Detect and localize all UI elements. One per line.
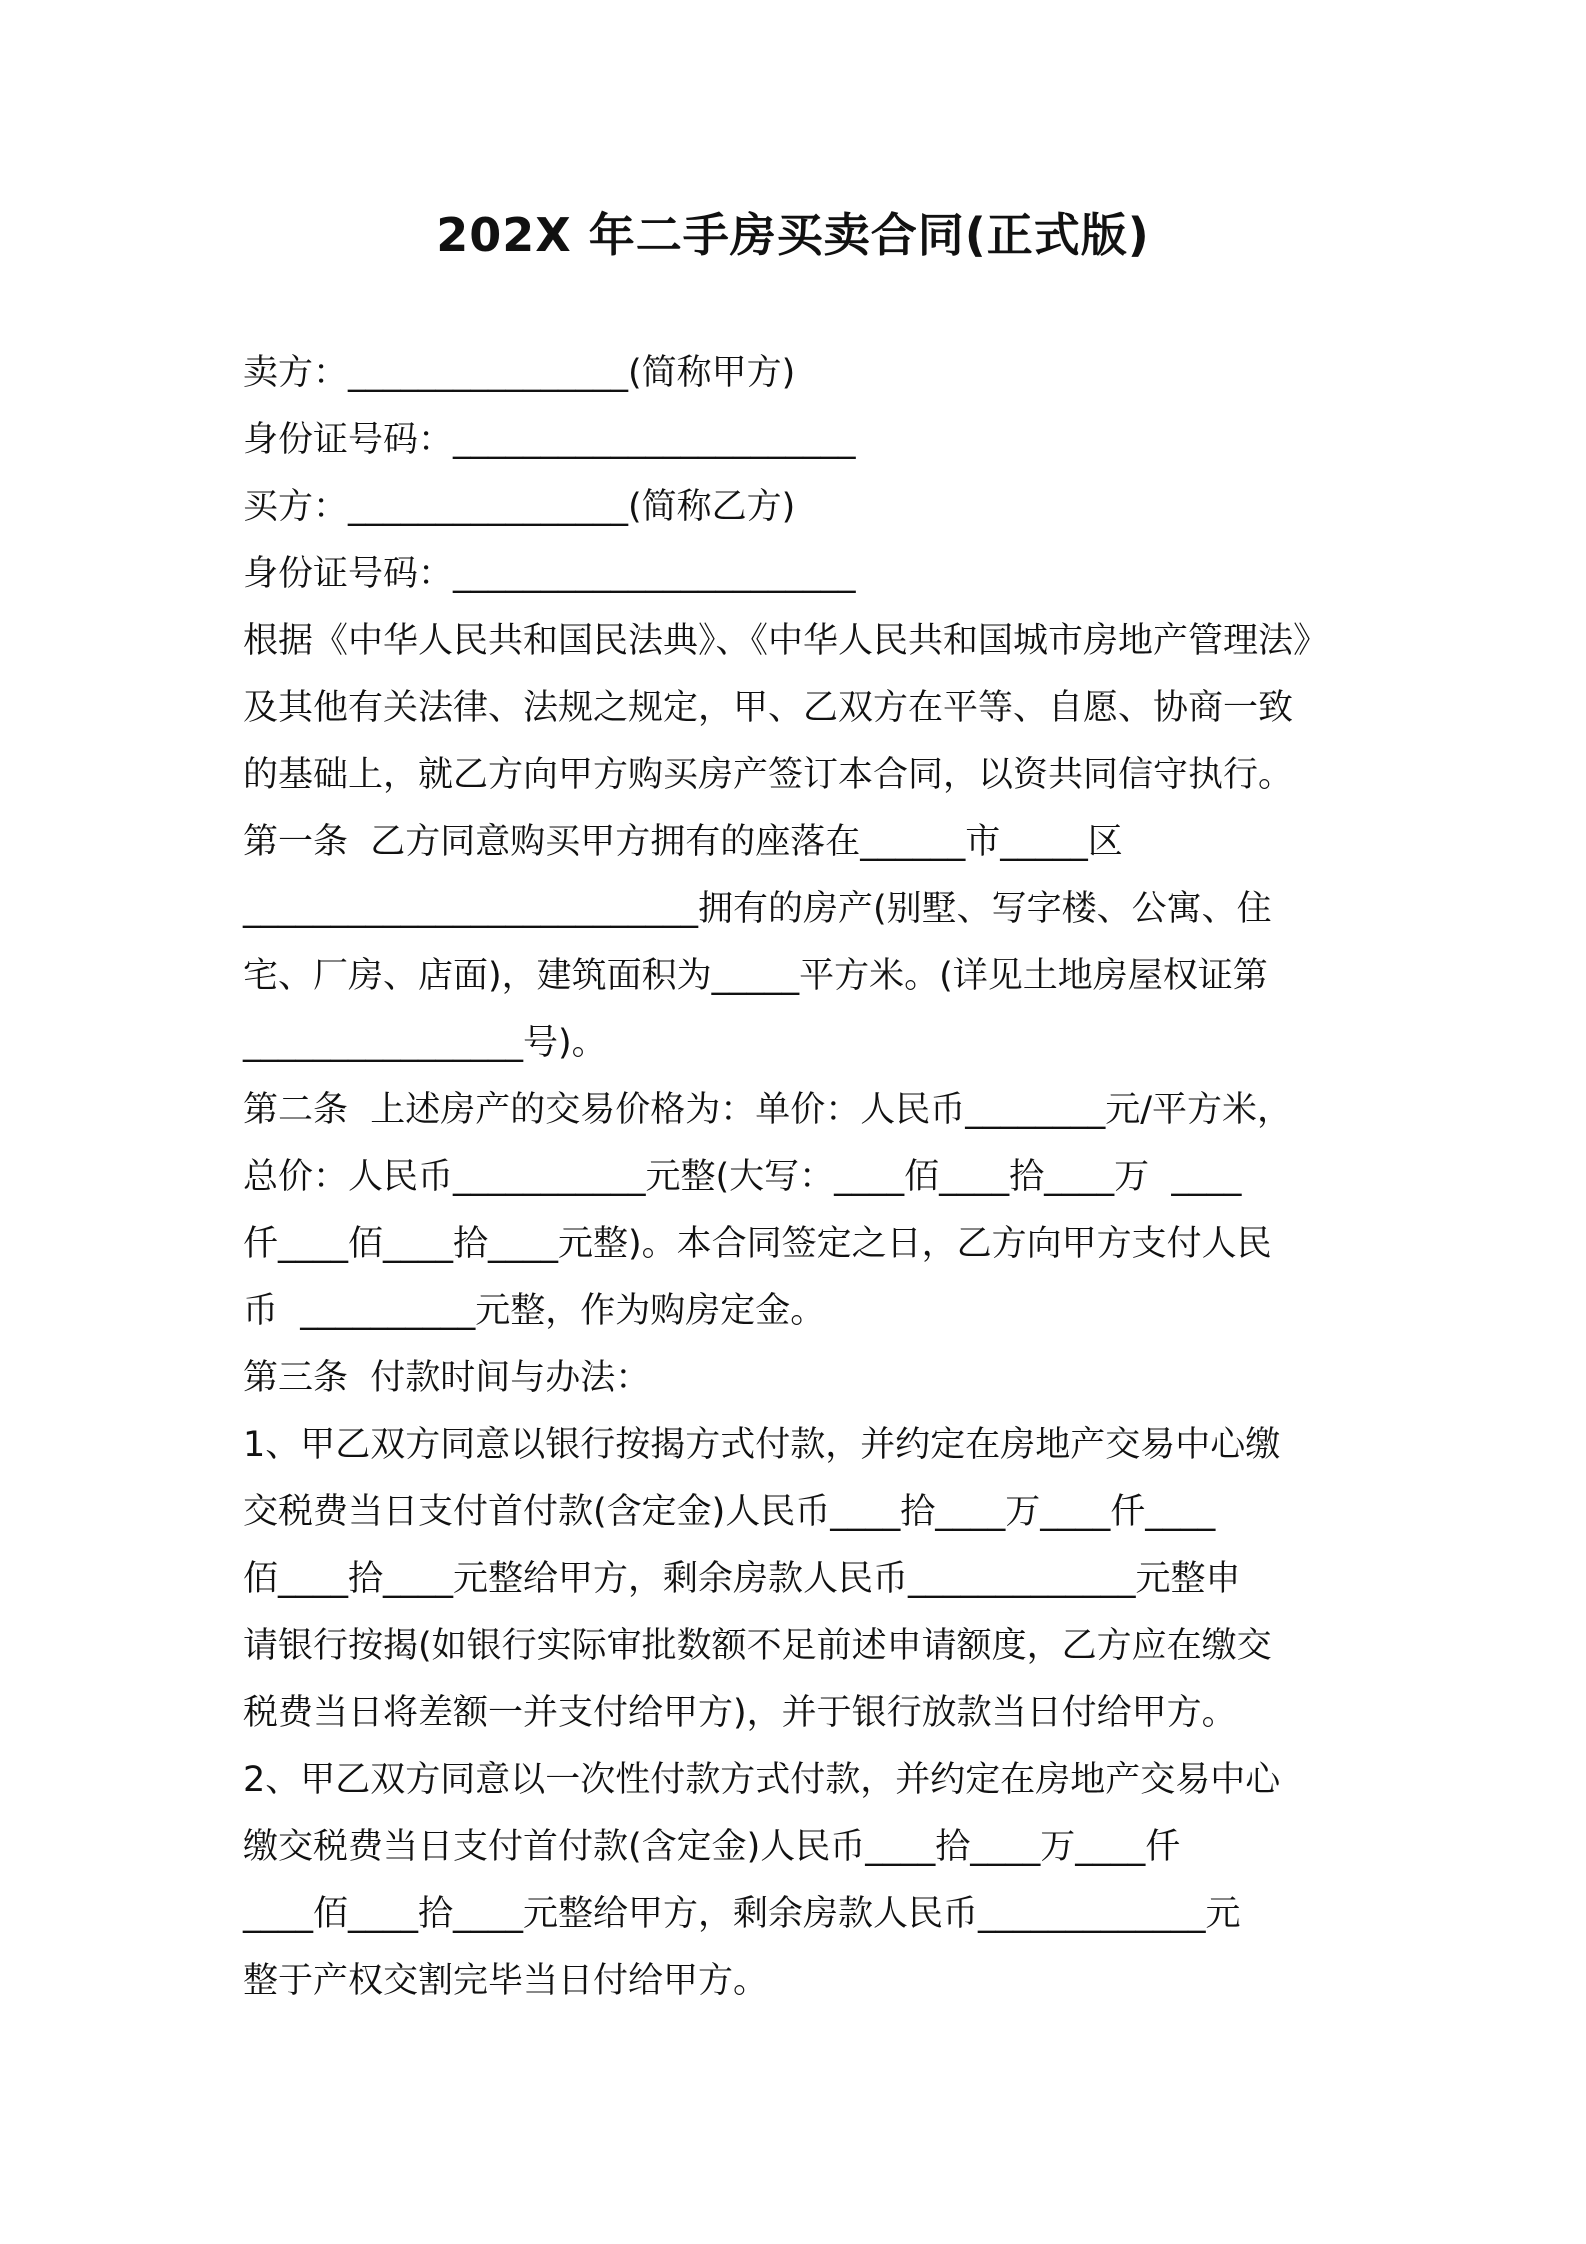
article-2-line: 第二条 上述房产的交易价格为：单价：人民币________元/平方米， bbox=[243, 1090, 1293, 1130]
article-2-line: 总价：人民币___________元整(大写：____佰____拾____万 ____ bbox=[243, 1157, 1242, 1197]
buyer-id-line: 身份证号码：_______________________ bbox=[243, 554, 856, 594]
article-1-line: 宅、厂房、店面)，建筑面积为_____平方米。(详见土地房屋权证第 bbox=[243, 956, 1268, 996]
clause-1-line: 交税费当日支付首付款(含定金)人民币____拾____万____仟____ bbox=[243, 1492, 1216, 1532]
buyer-line: 买方：________________(简称乙方) bbox=[243, 487, 796, 527]
clause-1-line: 佰____拾____元整给甲方，剩余房款人民币_____________元整申 bbox=[243, 1559, 1241, 1599]
preamble-line: 根据《中华人民共和国民法典》、《中华人民共和国城市房地产管理法》 bbox=[243, 621, 1329, 661]
preamble-line: 的基础上，就乙方向甲方购买房产签订本合同，以资共同信守执行。 bbox=[243, 755, 1294, 795]
contract-body bbox=[243, 340, 1353, 2015]
clause-1-line: 税费当日将差额一并支付给甲方)，并于银行放款当日付给甲方。 bbox=[243, 1693, 1237, 1733]
clause-2-line: ____佰____拾____元整给甲方，剩余房款人民币_____________元 bbox=[243, 1894, 1241, 1934]
article-1-line: __________________________拥有的房产(别墅、写字楼、公寓、住 bbox=[243, 889, 1272, 929]
article-2-line: 仟____佰____拾____元整)。本合同签定之日，乙方向甲方支付人民 bbox=[243, 1224, 1272, 1264]
article-2-line: 币 __________元整，作为购房定金。 bbox=[243, 1291, 826, 1331]
clause-2-line: 2、甲乙双方同意以一次性付款方式付款，并约定在房地产交易中心 bbox=[243, 1760, 1281, 1800]
preamble-line: 及其他有关法律、法规之规定，甲、乙双方在平等、自愿、协商一致 bbox=[243, 688, 1294, 728]
clause-1-line: 1、甲乙双方同意以银行按揭方式付款，并约定在房地产交易中心缴 bbox=[243, 1425, 1281, 1465]
article-3-heading: 第三条 付款时间与办法： bbox=[243, 1358, 651, 1398]
seller-line: 卖方：________________(简称甲方) bbox=[243, 353, 796, 393]
article-1-line: ________________号)。 bbox=[243, 1023, 607, 1063]
clause-2-line: 整于产权交割完毕当日付给甲方。 bbox=[243, 1961, 769, 2001]
article-1-line: 第一条 乙方同意购买甲方拥有的座落在______市_____区 bbox=[243, 822, 1123, 862]
seller-id-line: 身份证号码：_______________________ bbox=[243, 420, 856, 460]
clause-1-line: 请银行按揭(如银行实际审批数额不足前述申请额度，乙方应在缴交 bbox=[243, 1626, 1272, 1666]
clause-2-line: 缴交税费当日支付首付款(含定金)人民币____拾____万____仟 bbox=[243, 1827, 1181, 1867]
document-title: 202X 年二手房买卖合同(正式版) bbox=[436, 208, 1150, 262]
